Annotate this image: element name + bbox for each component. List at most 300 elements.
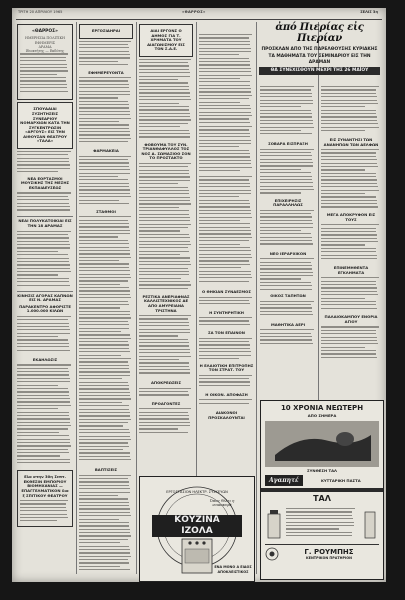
masthead-box [17,24,73,100]
print-line [139,62,188,63]
print-line [139,126,180,127]
print-line [79,331,121,332]
print-line [17,192,71,193]
print-line [139,116,190,117]
print-line [139,200,190,201]
print-line [139,325,189,326]
print-line [139,329,190,330]
print-line [321,284,376,285]
print-line [139,183,178,184]
print-line [139,408,191,409]
print-line [79,134,130,135]
headline: Η ΟΙΚΟΝ. ΑΠΟΦΑΣΗ [205,391,248,397]
print-line [321,193,365,194]
print-line [321,96,377,97]
print-line [79,314,130,315]
print-line [17,281,69,282]
print-line [321,308,377,309]
print-line [321,110,376,111]
print-line [79,436,130,437]
print-line [139,210,189,211]
print-line [20,64,67,65]
print-line [20,517,68,518]
masthead-box-line: ΔΡΑΜΑ [38,44,52,49]
cream-jar-icon [265,508,283,540]
print-line [79,97,118,98]
print-line [199,220,240,221]
print-line [321,179,377,180]
print-line [17,350,70,351]
print-line [199,260,249,261]
print-line [17,244,70,245]
print-line [199,223,250,224]
print-line [260,182,313,183]
print-line [79,243,129,244]
print-line [17,405,71,406]
print-line [79,375,130,376]
print-line [321,127,379,128]
print-line [17,368,68,369]
print-line [199,140,251,141]
print-line [199,54,239,55]
print-line [79,439,131,440]
print-line [20,70,68,71]
print-line [79,495,118,496]
feature-header [259,22,380,82]
print-line [79,284,120,285]
print-line [139,203,191,204]
print-line [79,64,128,65]
headline: ΜΑΘΗΤΙΚΑ ΑΕΡΙ [270,321,306,327]
print-line [20,520,57,521]
print-line [79,328,129,329]
print-line [79,57,130,58]
print-line [260,213,311,214]
print-line [20,60,66,61]
print-line [199,403,249,404]
print-line [139,176,190,177]
print-line [286,528,339,529]
print-line [79,515,131,516]
print-line [260,314,313,315]
column-2 [79,22,133,576]
print-line [260,179,312,180]
ad-footer [265,544,379,561]
print-line [199,254,251,255]
headline: ΕΙΣ ΣΥΝΑΝΤΗΣΙ ΤΩΝ ΑΝΑΝΗΠΩΝ ΤΩΝ ΔΕΛΦΩΝ [323,137,379,147]
print-line [79,502,129,503]
print-line [17,425,71,426]
print-line [260,192,301,193]
print-line [139,315,191,316]
print-line [260,96,312,97]
headline: ΚΙΝΗΣΙΣ ΑΓΟΡΑΣ ΚΑΠΝΩΝ ΕΙΣ Ν. ΔΡΑΜΑΣ [17,292,73,303]
print-line [321,255,377,256]
print-line [286,535,352,536]
ad-footer-texts [279,548,379,560]
print-line [79,240,128,241]
print-line [17,271,71,272]
print-line [79,398,131,399]
print-line [79,61,118,62]
print-line [79,230,130,231]
print-line [139,92,190,93]
print-line [139,166,188,167]
headline: ΦΟΒΟΥΜΑ ΤΟΥ ΣΥΝ. ΤΡΙΑΝΘΑΦΥΛΛΟΣ ΤΟΣ ΝΟΣ Δ. ΣΩΜΑΣΙΟΟ ΣΟΝ ΤΟ ΠΡΟΣΤΑΚΤΟ [141,141,191,161]
print-line [321,248,376,249]
section-label: ΣΤΑΘΜΟΙ [96,208,116,214]
print-line [139,428,178,429]
print-line [79,233,130,234]
print-line [139,254,180,255]
print-line [199,68,251,69]
print-line [199,230,251,231]
print-line [139,284,191,285]
print-line [139,281,190,282]
print-line [199,274,251,275]
article-text [17,151,73,175]
print-line [79,301,128,302]
print-line [20,74,57,75]
print-line [79,253,130,254]
print-line [79,358,131,359]
article-text [199,375,254,391]
print-line [199,193,251,194]
print-line [260,329,314,330]
feature-headline: ΤΑ ΜΑΘΗΜΑΤΑ ΤΟΥ ΣΕΜΙΝΑΡΙΟΥ ΕΙΣ ΤΗΝ ΔΡΑΜΑΝ [268,54,371,65]
masthead-box-filler [20,53,70,97]
print-line [321,337,377,338]
print-line [17,329,70,330]
article-text [17,231,73,289]
print-line [79,128,129,129]
article-text [79,475,133,575]
print-line [139,227,188,228]
exhibition-box-text: Ελα στην 30η Σεπτ. ΕΚΘΕΣΙΝ ΕΜΠΟΡΙΟΥ ΒΙΟΜΗΧΑΝΙΑΣ — ΕΠΑΓΓΕΛΜΑΤΙΚΟΝ δια ξ ΣΠΙΤΙΚΟΥ ΘΕΑΤΡΟΥ [21,474,69,498]
print-line [199,126,252,127]
article-text [139,59,193,141]
print-line [321,163,377,164]
print-line [79,459,131,460]
article-text [199,176,254,288]
print-line [139,422,190,423]
print-line [139,99,191,100]
print-line [260,133,312,134]
print-line [17,268,70,269]
print-line [79,317,131,318]
print-line [199,320,249,321]
print-line [199,250,251,251]
print-line [79,41,131,42]
print-line [79,131,130,132]
print-line [260,110,311,111]
print-line [199,210,251,211]
folio-date: ΤΡΙΤΗ 20 ΑΠΡΙΛΙΟΥ 1965 [18,10,63,14]
print-line [139,72,190,73]
print-line [260,265,312,266]
print-line [79,519,119,520]
print-line [17,432,59,433]
print-line [17,241,69,242]
print-line [260,210,314,211]
print-line [17,237,69,238]
print-line [260,189,314,190]
headline: ΝΕΑΙ ΠΟΛΥΚΑΤΟΙΚΙΑΙ ΕΙΣ ΤΗΝ 18 ΔΡΑΜΑΣ [18,218,72,229]
print-line [20,80,66,81]
ad-product-description: ΚΥΤΤΑΡΙΚΗ ΠΑΣΤΑ [320,477,361,483]
column-5 [260,86,316,392]
print-line [321,196,376,197]
print-line [321,173,376,174]
print-line [260,243,313,244]
print-line [199,338,252,339]
print-line [17,364,71,365]
print-line [17,261,69,262]
ad-shop-name: Γ. ΡΟΥΜΠΗΣ [304,547,354,556]
print-line [139,391,188,392]
headline: ΣΑ ΤΟΝ ΕΠΑΙΝΟΝ [208,330,245,336]
print-line [139,278,181,279]
print-line [139,59,191,60]
print-line [79,442,128,443]
print-line [260,120,313,121]
ad-footer-line: ΑΠΟΚΛΕΙΣΤΙΚΟΣ [217,570,249,574]
feature-headline: ΠΡΟΣΚΛΑΝ ΑΠΟ ΤΗΣ ΠΑΡΕΛΘΟΥΣΗΣ ΚΥΡΙΑΚΗΣ [261,47,378,52]
print-line [199,203,250,204]
stove-knob-icon [188,541,191,544]
print-line [79,566,120,567]
print-line [286,515,352,516]
print-line [321,304,376,305]
article-text [17,316,73,356]
print-line [199,81,250,82]
print-line [260,230,301,231]
article-text [199,34,254,126]
print-line [199,88,251,89]
print-line [260,289,312,290]
print-line [79,402,122,403]
print-line [20,67,67,68]
print-line [17,258,69,259]
headline: ΟΙΚΟΣ ΤΑΠΗΤΩΝ [270,293,306,299]
print-line [17,231,71,232]
print-line [260,336,312,337]
print-line [139,220,190,221]
print-line [17,199,69,200]
print-line [79,138,131,139]
ad-footer-line: ΕΝΑ ΜΟΝΟ Α ΕΙΔΟΣ [214,565,252,569]
print-line [20,507,66,508]
print-line [321,326,379,327]
print-line [79,104,129,105]
print-line [79,388,129,389]
print-line [199,58,249,59]
print-line [260,268,312,269]
print-line [260,186,313,187]
print-line [199,206,250,207]
listing-text [79,77,133,147]
print-line [17,339,68,340]
print-line [199,375,252,376]
article-text [260,329,316,349]
print-line [321,113,376,114]
article-text [260,86,316,140]
print-line [286,525,354,526]
headline: Η ΣΥΝΤΗΡΗΤΙΚΗ [209,309,244,315]
article-text [321,277,381,313]
print-line [260,172,311,173]
print-line [260,100,313,101]
print-line [17,452,69,453]
column-1 [17,22,73,576]
listing-text [79,41,133,69]
print-line [199,271,251,272]
article-text [260,258,316,292]
print-line [79,452,130,453]
print-line [321,244,365,245]
print-line [20,84,67,85]
article-text [139,315,193,379]
print-line [260,106,301,107]
print-line [17,371,69,372]
print-line [139,288,188,289]
print-line [79,412,130,413]
print-line [79,371,130,372]
print-line [139,366,189,367]
print-line [20,510,67,511]
print-line [139,339,188,340]
print-line [79,111,130,112]
print-line [260,285,312,286]
print-line [139,89,189,90]
print-line [79,446,129,447]
print-line [139,244,191,245]
print-line [79,415,130,416]
print-line [79,422,128,423]
print-line [139,217,190,218]
print-line [139,372,190,373]
print-line [79,395,130,396]
print-line [199,300,249,301]
print-line [79,274,130,275]
print-line [139,76,190,77]
print-line [17,164,70,165]
print-line [321,234,377,235]
print-line [79,77,131,78]
print-line [139,418,189,419]
print-line [79,84,129,85]
print-line [79,196,131,197]
print-line [79,226,129,227]
print-line [199,341,249,342]
print-line [17,234,68,235]
print-line [260,339,312,340]
print-line [79,311,130,312]
feature-band-text: ΘΑ ΣΥΝΕΧΙΣΘΟΥΝ ΜΕΧΡΙ ΤΗΣ 26 ΜΑΪΟΥ [270,68,369,74]
separator [17,216,73,217]
masthead-box-line: Ιδιοκτήτης — Εκδότης [25,49,65,54]
print-line [321,258,377,259]
print-line [260,89,311,90]
print-line [139,318,188,319]
headline: ΕΠΙΧΕΙΡΗΣΙΣ ΠΑΡΑΛΛΗΛΩΣ [273,197,303,208]
print-line [199,176,252,177]
print-line [17,209,70,210]
print-line [17,395,69,396]
print-line [17,274,58,275]
print-line [79,236,118,237]
print-line [199,118,249,119]
print-line [79,348,129,349]
print-line [260,311,312,312]
print-line [79,522,129,523]
print-line [199,277,252,278]
print-line [260,240,312,241]
print-line [199,78,240,79]
print-line [79,321,128,322]
print-line [260,304,311,305]
print-line [260,216,312,217]
print-line [17,418,70,419]
print-line [79,47,129,48]
print-line [79,361,128,362]
print-line [321,103,378,104]
print-line [79,419,131,420]
print-line [260,301,314,302]
print-line [199,44,250,45]
print-line [79,220,128,221]
print-line [260,162,313,163]
print-line [139,193,189,194]
headline: ΜΕΓΑ ΑΠΟΚΡΥΦΟΝ ΕΙΣ ΤΟΥΣ [326,212,376,222]
print-line [321,89,376,90]
print-line [199,297,252,298]
print-line [139,180,190,181]
print-line [321,347,365,348]
print-line [79,385,129,386]
print-line [199,233,251,234]
print-line [17,206,70,207]
print-line [17,459,70,460]
ad-product-row [261,506,383,542]
headline: ΠΑΡΑΚΕΝΤΡΟ ΑΦΟΡΙΣΤΕ 1.000.000 ΚΙΛΩΝ [19,303,71,314]
print-line [260,262,311,263]
headline: ΣΟΒΑΡΑ ΕΙΣΠΡΑΞΗ [268,141,308,146]
print-line [260,176,312,177]
print-line [79,425,123,426]
headline: ΣΠΟΥΔΑΙΑΙ ΣΥΖΗΤΗΣΕΙΣ ΣΥΝΕΔΡΙΟΥ ΝΟΜΑΡΧΙΩΝ ΚΑΤΑ ΤΗΝ ΣΥΓΚΕΝΤΡΩΣΙΝ «ΑΡΓΟΥΣ» ΕΙΣ ΤΗΝ ΑΙΘΟΥΣΑΝ ΘΕΑΤΡΟΥ «ΤΑΛΑ» [20,106,70,144]
print-line [139,224,191,225]
print-line [199,351,251,352]
print-line [199,381,250,382]
print-line [139,261,190,262]
print-line [79,169,130,170]
print-line [79,173,130,174]
print-line [79,257,131,258]
print-line [139,133,190,134]
print-line [321,357,377,358]
print-line [79,290,130,291]
print-line [79,505,129,506]
ad-slogan: Όπως θέλει η νοικοκυρά [209,499,235,507]
print-line [321,206,378,207]
print-line [199,244,240,245]
print-line [199,122,250,123]
print-line [199,355,251,356]
print-line [260,220,312,221]
section-label: ΒΑΠΤΙΣΕΙΣ [94,467,118,473]
print-line [321,116,377,117]
